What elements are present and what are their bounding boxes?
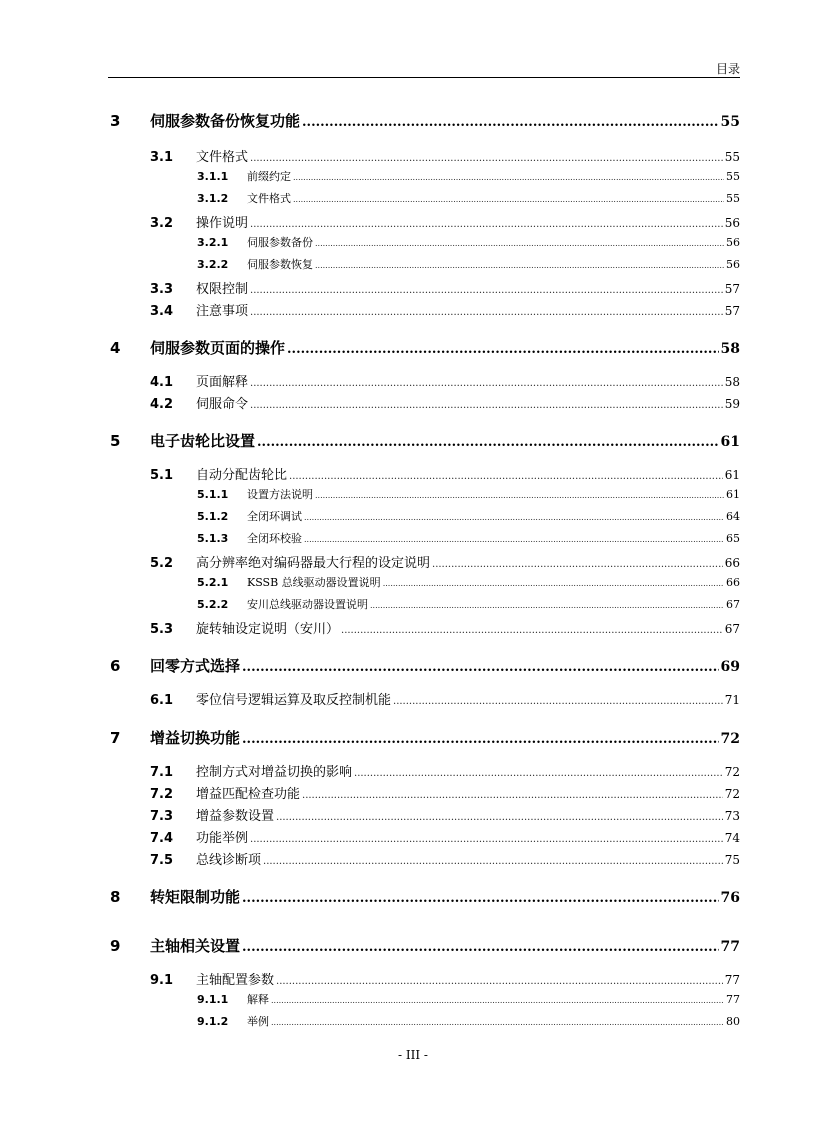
toc-entry-page: 71 [724, 693, 740, 707]
toc-entry-page: 55 [720, 114, 740, 130]
dot-leader [257, 435, 719, 450]
toc-entry-page: 72 [724, 765, 740, 779]
toc-entry[interactable] [197, 190, 740, 206]
toc-entry-number: 8 [110, 888, 121, 906]
toc-entry-page: 67 [724, 622, 740, 636]
dot-leader [250, 834, 723, 845]
toc-entry-number: 7 [110, 729, 121, 747]
toc-entry[interactable] [110, 886, 740, 907]
toc-entry-title: 自动分配齿轮比 [196, 468, 288, 483]
toc-entry-number: 9.1.2 [197, 1015, 229, 1028]
toc-entry-page: 58 [724, 375, 740, 389]
toc-entry-number: 3.2 [150, 216, 174, 231]
toc-entry[interactable] [150, 212, 740, 231]
toc-entry-page: 67 [726, 598, 740, 611]
toc-entry-title: 页面解释 [196, 375, 249, 390]
toc-entry[interactable] [150, 761, 740, 780]
toc-entry-title: 安川总线驱动器设置说明 [247, 598, 368, 611]
toc-entry-page: 69 [720, 659, 740, 675]
dot-leader [271, 1018, 724, 1027]
toc-entry-title: 设置方法说明 [247, 488, 313, 501]
toc-entry-number: 9.1.1 [197, 993, 229, 1006]
dot-leader [250, 400, 723, 411]
toc-entry-title: 前缀约定 [247, 170, 291, 183]
toc-entry-number: 7.2 [150, 787, 174, 802]
toc-entry-number: 4 [110, 339, 121, 357]
toc-entry[interactable] [150, 278, 740, 297]
toc-entry-title: 主轴相关设置 [150, 937, 241, 955]
toc-entry-page: 61 [724, 468, 740, 482]
dot-leader [250, 378, 723, 389]
toc-entry-title: 功能举例 [196, 831, 249, 846]
toc-entry[interactable] [197, 574, 740, 590]
toc-entry-number: 7.5 [150, 853, 174, 868]
dot-leader [302, 790, 723, 801]
toc-entry[interactable] [150, 552, 740, 571]
toc-entry-page: 73 [724, 809, 740, 823]
toc-entry-number: 5.3 [150, 622, 174, 637]
toc-entry-title: 零位信号逻辑运算及取反控制机能 [196, 693, 392, 708]
toc-entry-page: 58 [720, 341, 740, 357]
toc-entry-title: 控制方式对增益切换的影响 [196, 765, 353, 780]
toc-entry-number: 5.1.1 [197, 488, 229, 501]
dot-leader [393, 696, 723, 707]
toc-entry[interactable] [110, 430, 740, 451]
toc-entry-page: 57 [724, 282, 740, 296]
toc-entry-title: 转矩限制功能 [150, 888, 241, 906]
toc-entry-page: 55 [726, 170, 740, 183]
dot-leader [287, 342, 719, 357]
toc-entry-page: 65 [726, 532, 740, 545]
dot-leader [276, 976, 723, 987]
dot-leader [354, 768, 723, 779]
dot-leader [370, 601, 724, 610]
dot-leader [276, 812, 723, 823]
toc-entry-number: 4.1 [150, 375, 174, 390]
toc-entry[interactable] [150, 146, 740, 165]
toc-entry-title: 回零方式选择 [150, 657, 241, 675]
toc-entry-page: 56 [726, 258, 740, 271]
dot-leader [293, 173, 724, 182]
dot-leader [341, 625, 723, 636]
dot-leader [242, 891, 719, 906]
toc-entry-number: 3.1 [150, 150, 174, 165]
toc-entry[interactable] [150, 371, 740, 390]
toc-entry-number: 3.2.1 [197, 236, 229, 249]
toc-entry-number: 4.2 [150, 397, 174, 412]
toc-entry[interactable] [197, 530, 740, 546]
toc-entry[interactable] [197, 596, 740, 612]
toc-entry-page: 72 [720, 731, 740, 747]
toc-entry-title: 主轴配置参数 [196, 973, 275, 988]
toc-entry-title: 增益参数设置 [196, 809, 275, 824]
toc-entry-page: 55 [726, 192, 740, 205]
toc-entry[interactable] [197, 486, 740, 502]
toc-entry[interactable] [110, 935, 740, 956]
toc-entry-number: 3.3 [150, 282, 174, 297]
toc-entry[interactable] [110, 337, 740, 358]
toc-entry-number: 3.4 [150, 304, 174, 319]
toc-entry-page: 59 [724, 397, 740, 411]
toc-entry[interactable] [110, 110, 740, 131]
toc-entry-page: 77 [726, 993, 740, 1006]
toc-entry[interactable] [150, 805, 740, 824]
toc-entry-title: 全闭环校验 [247, 532, 302, 545]
toc-entry-number: 6 [110, 657, 121, 675]
toc-entry[interactable] [150, 827, 740, 846]
toc-entry-number: 9.1 [150, 973, 174, 988]
dot-leader [250, 307, 723, 318]
toc-entry-title: 举例 [247, 1015, 269, 1028]
toc-entry-page: 75 [724, 853, 740, 867]
toc-entry-title: 旋转轴设定说明（安川） [196, 622, 340, 637]
toc-entry[interactable] [110, 727, 740, 748]
dot-leader [293, 195, 724, 204]
toc-entry[interactable] [150, 618, 740, 637]
toc-entry[interactable] [150, 969, 740, 988]
toc-entry-number: 3.1.2 [197, 192, 229, 205]
toc-entry-title: 伺服参数恢复 [247, 258, 313, 271]
dot-leader [250, 153, 723, 164]
toc-entry-page: 55 [724, 150, 740, 164]
header-title: 目录 [715, 62, 740, 76]
toc-entry-number: 7.3 [150, 809, 174, 824]
toc-entry-page: 61 [726, 488, 740, 501]
toc-entry-title: 注意事项 [196, 304, 249, 319]
page-number: - III - [398, 1048, 428, 1062]
toc-entry-page: 66 [726, 576, 740, 589]
toc-entry-title: 全闭环调试 [247, 510, 302, 523]
toc-entry-number: 3 [110, 112, 121, 130]
toc-entry-title: 总线诊断项 [196, 853, 262, 868]
toc-entry-number: 5.2.2 [197, 598, 229, 611]
toc-entry[interactable] [197, 508, 740, 524]
toc-entry-page: 76 [720, 890, 740, 906]
dot-leader [432, 559, 723, 570]
toc-entry-page: 66 [724, 556, 740, 570]
dot-leader [289, 471, 723, 482]
toc-entry-number: 5.1 [150, 468, 174, 483]
toc-entry-title: 文件格式 [247, 192, 291, 205]
toc-entry[interactable] [197, 256, 740, 272]
toc-entry[interactable] [197, 1013, 740, 1029]
toc-entry-title: 解释 [247, 993, 269, 1006]
toc-entry-number: 7.1 [150, 765, 174, 780]
toc-entry-title: 伺服参数页面的操作 [150, 339, 286, 357]
toc-entry-number: 3.2.2 [197, 258, 229, 271]
toc-entry-title: 增益切换功能 [150, 729, 241, 747]
dot-leader [383, 579, 724, 588]
dot-leader [250, 285, 723, 296]
toc-entry-title: KSSB 总线驱动器设置说明 [247, 576, 381, 589]
toc-entry-title: 伺服参数备份 [247, 236, 313, 249]
toc-entry-page: 74 [724, 831, 740, 845]
toc-entry-number: 7.4 [150, 831, 174, 846]
toc-entry-title: 文件格式 [196, 150, 249, 165]
toc-entry-title: 电子齿轮比设置 [150, 432, 256, 450]
toc-entry-number: 5.1.3 [197, 532, 229, 545]
toc-entry-page: 56 [726, 236, 740, 249]
dot-leader [304, 535, 724, 544]
toc-entry-number: 9 [110, 937, 121, 955]
toc-entry-number: 3.1.1 [197, 170, 229, 183]
toc-entry[interactable] [110, 655, 740, 676]
toc-entry-title: 增益匹配检查功能 [196, 787, 301, 802]
dot-leader [315, 491, 724, 500]
toc-entry-page: 80 [726, 1015, 740, 1028]
toc-entry-page: 56 [724, 216, 740, 230]
toc-entry[interactable] [150, 689, 740, 708]
toc-entry-number: 5.1.2 [197, 510, 229, 523]
toc-entry-title: 高分辨率绝对编码器最大行程的设定说明 [196, 556, 431, 571]
toc-entry-title: 权限控制 [196, 282, 249, 297]
toc-entry[interactable] [150, 393, 740, 412]
toc-entry-page: 64 [726, 510, 740, 523]
dot-leader [271, 996, 724, 1005]
toc-entry-page: 61 [720, 434, 740, 450]
toc-entry-title: 操作说明 [196, 216, 249, 231]
toc-entry[interactable] [150, 849, 740, 868]
toc-entry-number: 5.2 [150, 556, 174, 571]
toc-entry-title: 伺服命令 [196, 397, 249, 412]
toc-entry-page: 57 [724, 304, 740, 318]
toc-entry[interactable] [197, 234, 740, 250]
dot-leader [304, 513, 724, 522]
toc-entry-page: 72 [724, 787, 740, 801]
toc-entry-number: 6.1 [150, 693, 174, 708]
dot-leader [250, 219, 723, 230]
dot-leader [242, 732, 719, 747]
dot-leader [242, 660, 719, 675]
dot-leader [315, 239, 724, 248]
toc-entry[interactable] [197, 168, 740, 184]
dot-leader [315, 261, 724, 270]
toc-entry[interactable] [150, 783, 740, 802]
dot-leader [302, 115, 719, 130]
toc-entry-page: 77 [720, 939, 740, 955]
toc-entry[interactable] [150, 464, 740, 483]
toc-entry-title: 伺服参数备份恢复功能 [150, 112, 301, 130]
toc-entry[interactable] [150, 300, 740, 319]
dot-leader [263, 856, 723, 867]
toc-entry-page: 77 [724, 973, 740, 987]
toc-entry[interactable] [197, 991, 740, 1007]
toc-entry-number: 5 [110, 432, 121, 450]
toc-entry-number: 5.2.1 [197, 576, 229, 589]
dot-leader [242, 940, 719, 955]
